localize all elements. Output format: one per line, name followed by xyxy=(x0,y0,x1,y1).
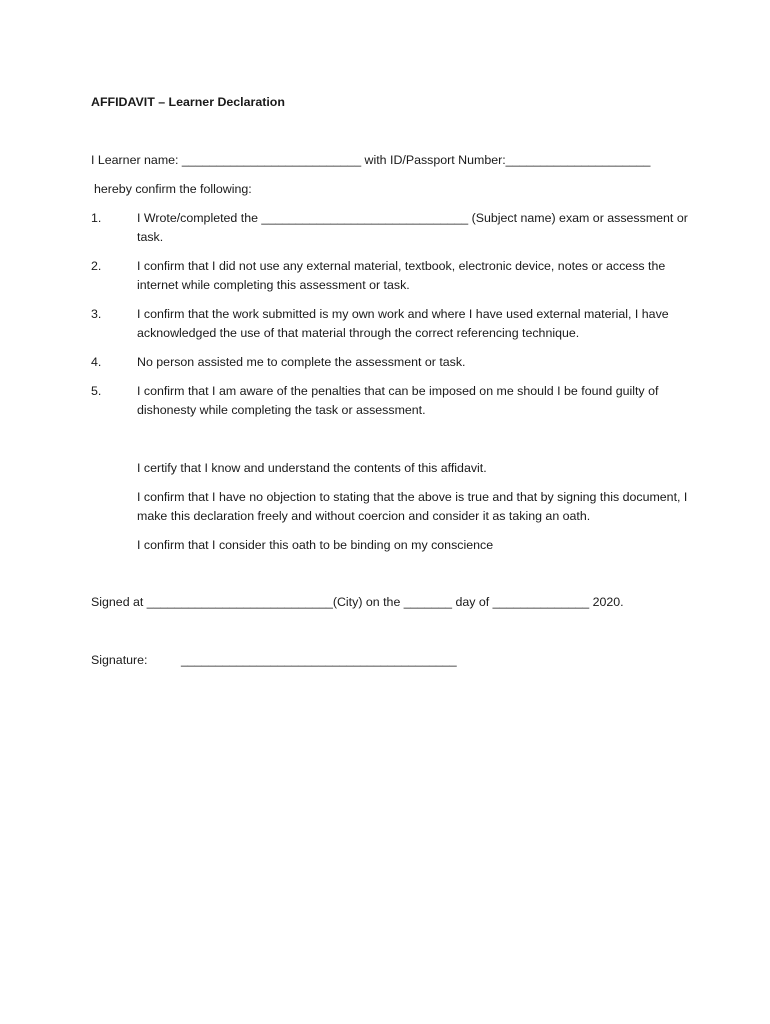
no-objection-statement: I confirm that I have no objection to stating that the above is true and that by signing this document, I make this declaration freely and without coercion and consider it as taking an oath. xyxy=(137,490,688,523)
signed-at-line: Signed at ___________________________(City) on the _______ day of ______________ 2020. xyxy=(91,595,624,609)
document-title: AFFIDAVIT – Learner Declaration xyxy=(91,95,285,109)
item-text-4: No person assisted me to complete the assessment or task. xyxy=(137,355,466,369)
item-text-5: I confirm that I am aware of the penalties that can be imposed on me should I be found guilty of dishonesty while completing the task or assessment. xyxy=(137,384,659,417)
certify-statement: I certify that I know and understand the contents of this affidavit. xyxy=(137,461,487,475)
binding-statement: I confirm that I consider this oath to be binding on my conscience xyxy=(137,538,494,552)
item-number-5: 5. xyxy=(91,384,102,398)
learner-name-line: I Learner name: __________________________ with ID/Passport Number:_____________________ xyxy=(91,153,651,167)
signature-label: Signature: xyxy=(91,653,148,667)
item-text-3: I confirm that the work submitted is my own work and where I have used external material, I have acknowledged the use of that material through the correct referencing technique. xyxy=(137,307,669,340)
hereby-confirm-text: hereby confirm the following: xyxy=(94,182,252,196)
item-number-4: 4. xyxy=(91,355,102,369)
item-number-1: 1. xyxy=(91,211,102,225)
item-text-1: I Wrote/completed the ______________________________ (Subject name) exam or assessment or task. xyxy=(137,211,688,244)
item-text-2: I confirm that I did not use any external material, textbook, electronic device, notes or access the internet while completing this assessment or task. xyxy=(137,259,666,292)
item-number-3: 3. xyxy=(91,307,102,321)
signature-line: ________________________________________ xyxy=(181,653,457,667)
item-number-2: 2. xyxy=(91,259,102,273)
